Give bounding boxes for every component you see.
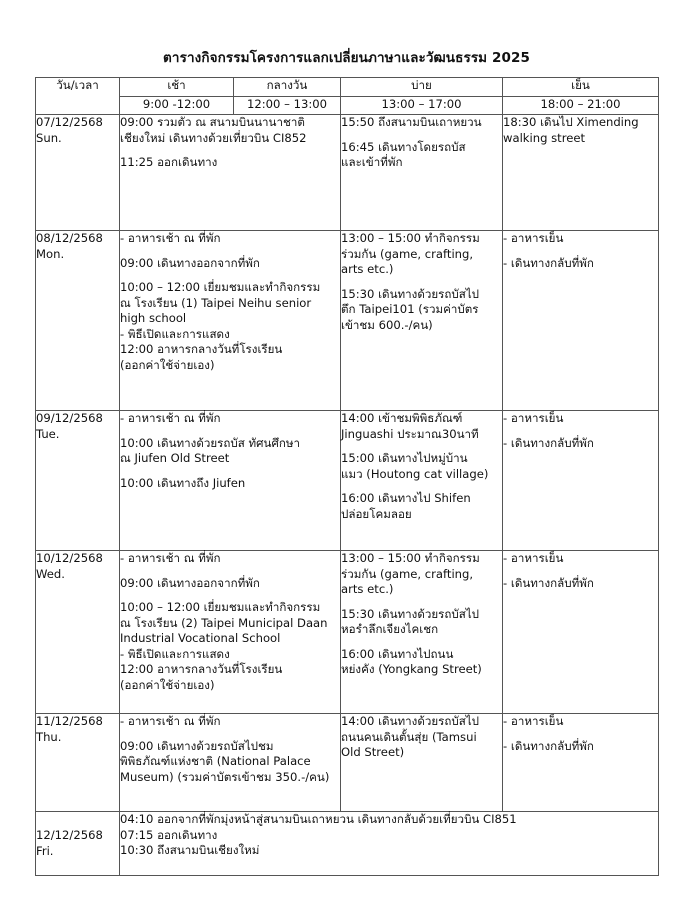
afternoon-cell: [341, 231, 503, 411]
date-text: 07/12/2568: [36, 115, 103, 129]
day-of-week: Mon.: [36, 246, 65, 261]
activity: 10:00 – 12:00 เยี่ยมชมและทำกิจกรรม ณ โรงเรียน (1) Taipei Neihu senior high school - พิธีเปิดและการแสดง 12:00 อาหารกลางวันที่โรงเรียน (ออกค่าใช้จ่ายเอง): [120, 280, 321, 372]
activity: 10:00 – 12:00 เยี่ยมชมและทำกิจกรรม ณ โรงเรียน (2) Taipei Municipal Daan Industrial Vocational School - พิธีเปิดและการแสดง 12:00 อาหารกลางวันที่โรงเรียน (ออกค่าใช้จ่ายเอง): [120, 600, 328, 692]
activity: 10:30 ถึงสนามบินเชียงใหม่: [120, 843, 260, 857]
day-row-thu: [36, 714, 659, 812]
morning-cell: [120, 551, 341, 714]
activity: 11:25 ออกเดินทาง: [120, 155, 218, 169]
date-cell: [36, 411, 120, 551]
date-text: 08/12/2568: [36, 231, 103, 245]
date-text: 11/12/2568: [36, 714, 103, 728]
day-row-sun: [36, 115, 659, 231]
activity: - อาหารเย็น: [503, 551, 564, 565]
day-of-week: Sun.: [36, 130, 62, 145]
morning-cell: [120, 231, 341, 411]
activity: 16:00 เดินทางไป Shifen ปล่อยโคมลอย: [341, 491, 471, 521]
page-title: ตารางกิจกรรมโครงการแลกเปลี่ยนภาษาและวัฒนธรรม 2025: [163, 50, 530, 66]
header-morning-time: 9:00 -12:00: [120, 97, 234, 115]
header-afternoon-time: 13:00 – 17:00: [341, 97, 503, 115]
day-row-wed: [36, 551, 659, 714]
evening-cell: [503, 714, 659, 812]
activity: 15:30 เดินทางด้วยรถบัสไป หอรำลึกเจียงไคเชก: [341, 606, 480, 636]
activity: 16:45 เดินทางโดยรถบัส และเข้าที่พัก: [341, 139, 466, 169]
activity: 04:10 ออกจากที่พักมุ่งหน้าสู่สนามบินเถาหยวน เดินทางกลับด้วยเที่ยวบิน CI851: [120, 812, 517, 826]
activity: 09:00 เดินทางด้วยรถบัสไปชม พิพิธภัณฑ์แห่งชาติ (National Palace Museum) (รวมค่าบัตรเข้าชม 350.-/คน): [120, 738, 330, 784]
activity: 15:00 เดินทางไปหมู่บ้าน แมว (Houtong cat village): [341, 451, 489, 481]
evening-cell: [503, 115, 659, 231]
header-evening: เย็น: [503, 78, 659, 97]
day-of-week: Wed.: [36, 566, 65, 581]
date-cell: [36, 812, 120, 876]
morning-cell: [120, 411, 341, 551]
activity: 10:00 เดินทางด้วยรถบัส ทัศนศึกษา ณ Jiufen Old Street: [120, 435, 300, 465]
afternoon-cell: [341, 714, 503, 812]
activity: - อาหารเย็น: [503, 714, 564, 728]
day-row-fri: [36, 812, 659, 876]
activity: - เดินทางกลับที่พัก: [503, 435, 594, 450]
day-row-mon: [36, 231, 659, 411]
activity: 18:30 เดินไป Ximending walking street: [503, 115, 639, 145]
header-row-periods: [36, 78, 659, 97]
activity: - อาหารเช้า ณ ที่พัก: [120, 231, 221, 245]
activity: 13:00 – 15:00 ทำกิจกรรม ร่วมกัน (game, crafting, arts etc.): [341, 231, 480, 276]
day-row-tue: [36, 411, 659, 551]
schedule-table: [35, 77, 659, 876]
activity: - อาหารเย็น: [503, 411, 564, 425]
day-of-week: Fri.: [36, 843, 54, 858]
corner-header: วัน/เวลา: [36, 78, 120, 115]
afternoon-cell: [341, 551, 503, 714]
activity: 15:50 ถึงสนามบินเถาหยวน: [341, 115, 482, 129]
morning-cell: [120, 115, 341, 231]
activity: - อาหารเช้า ณ ที่พัก: [120, 551, 221, 565]
date-cell: [36, 115, 120, 231]
activity: 15:30 เดินทางด้วยรถบัสไป ตึก Taipei101 (รวมค่าบัตร เข้าชม 600.-/คน): [341, 286, 480, 332]
activity: 14:00 เข้าชมพิพิธภัณฑ์ Jinguashi ประมาณ30นาที: [341, 411, 479, 441]
evening-cell: [503, 231, 659, 411]
activity: - อาหารเช้า ณ ที่พัก: [120, 714, 221, 728]
date-text: 09/12/2568: [36, 411, 103, 425]
header-noon-time: 12:00 – 13:00: [234, 97, 341, 115]
activity: - อาหารเช้า ณ ที่พัก: [120, 411, 221, 425]
activity: 10:00 เดินทางถึง Jiufen: [120, 475, 246, 490]
evening-cell: [503, 551, 659, 714]
header-evening-time: 18:00 – 21:00: [503, 97, 659, 115]
date-cell: [36, 714, 120, 812]
date-text: 10/12/2568: [36, 551, 103, 565]
activity: 14:00 เดินทางด้วยรถบัสไป ถนนคนเดินตั้นสุ่ย (Tamsui Old Street): [341, 714, 480, 759]
date-text: 12/12/2568: [36, 828, 103, 842]
evening-cell: [503, 411, 659, 551]
day-of-week: Tue.: [36, 426, 60, 441]
date-cell: [36, 551, 120, 714]
afternoon-cell: [341, 411, 503, 551]
activity: - อาหารเย็น: [503, 231, 564, 245]
activity: 09:00 รวมตัว ณ สนามบินนานาชาติ เชียงใหม่ เดินทางด้วยเที่ยวบิน CI852: [120, 115, 307, 145]
activity: 07:15 ออกเดินทาง: [120, 827, 218, 842]
header-noon: กลางวัน: [234, 78, 341, 97]
header-morning: เช้า: [120, 78, 234, 97]
day-of-week: Thu.: [36, 729, 62, 744]
activity: 16:00 เดินทางไปถนน หย่งคัง (Yongkang Street): [341, 646, 482, 676]
activity: - เดินทางกลับที่พัก: [503, 575, 594, 590]
activity: 13:00 – 15:00 ทำกิจกรรม ร่วมกัน (game, crafting, arts etc.): [341, 551, 480, 596]
header-afternoon: บ่าย: [341, 78, 503, 97]
date-cell: [36, 231, 120, 411]
header-row-times: [36, 97, 659, 115]
activity: - เดินทางกลับที่พัก: [503, 738, 594, 753]
full-day-cell: [120, 812, 659, 876]
morning-cell: [120, 714, 341, 812]
afternoon-cell: [341, 115, 503, 231]
activity: 09:00 เดินทางออกจากที่พัก: [120, 255, 260, 270]
activity: - เดินทางกลับที่พัก: [503, 255, 594, 270]
activity: 09:00 เดินทางออกจากที่พัก: [120, 575, 260, 590]
